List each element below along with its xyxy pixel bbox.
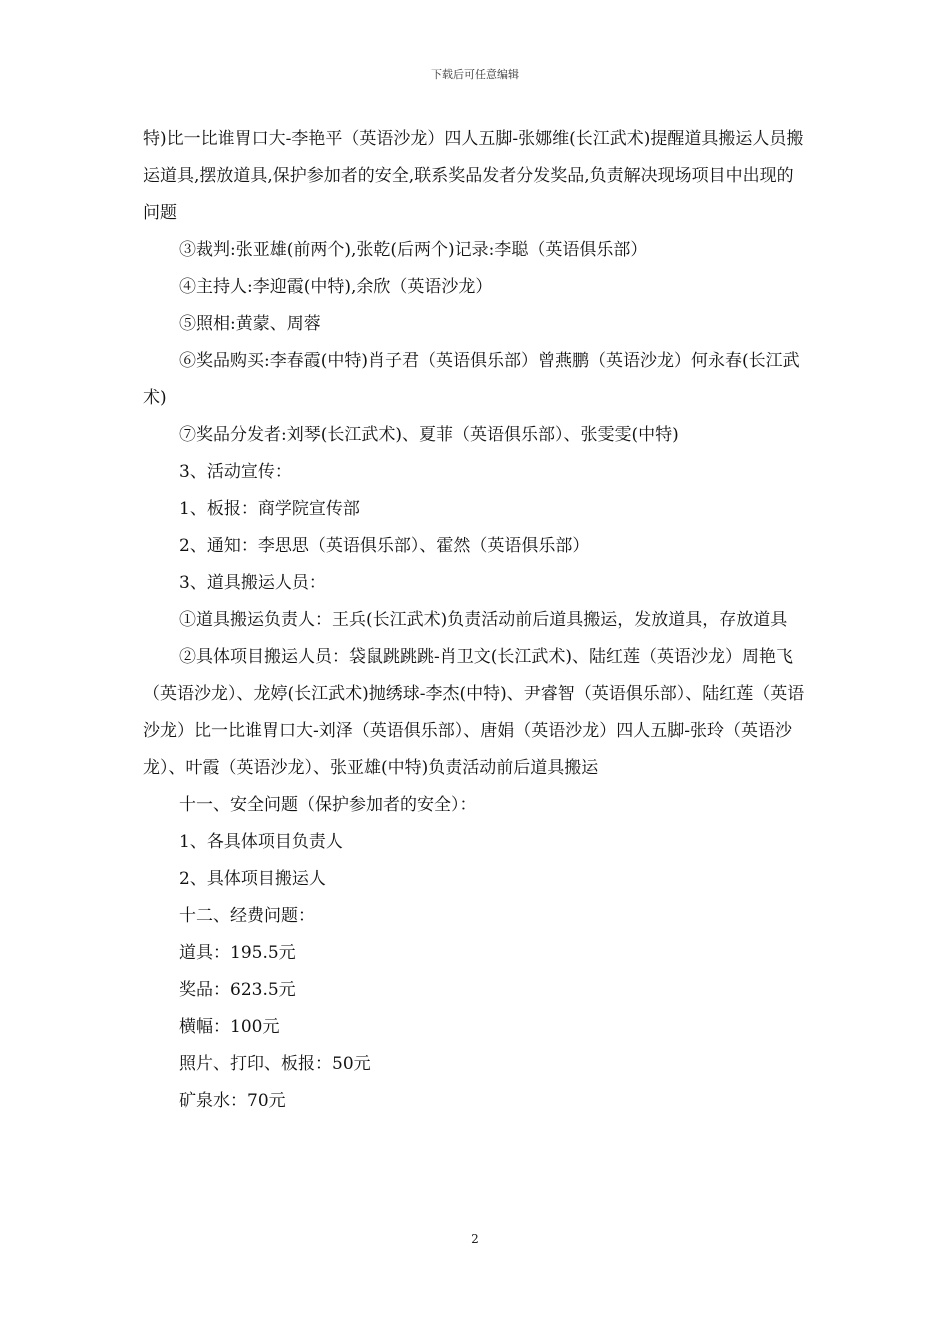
- paragraph-blackboard: 1、板报：商学院宣传部: [179, 499, 360, 519]
- section-safety-heading: 十一、安全问题（保护参加者的安全）：: [179, 795, 477, 815]
- budget-item-props: 道具：195.5元: [179, 943, 296, 963]
- paragraph-prize-distribution: ⑦奖品分发者:刘琴(长江武术)、夏菲（英语俱乐部）、张雯雯(中特): [179, 425, 679, 445]
- page-header: 下载后可任意编辑: [431, 68, 519, 81]
- paragraph-referee: ③裁判:张亚雄(前两个),张乾(后两个)记录:李聪（英语俱乐部）: [179, 240, 648, 260]
- section-props-heading: 3、道具搬运人员：: [179, 573, 326, 593]
- paragraph-photographer: ⑤照相:黄蒙、周蓉: [179, 314, 321, 334]
- paragraph-continuation: 特)比一比谁胃口大-李艳平（英语沙龙）四人五脚-张娜维(长江武术)提醒道具搬运人员搬运道具,摆放道具,保护参加者的安全,联系奖品发者分发奖品,负责解决现场项目中出现的问题: [143, 129, 804, 223]
- paragraph-safety-1: 1、各具体项目负责人: [179, 832, 343, 852]
- paragraph-safety-2: 2、具体项目搬运人: [179, 869, 326, 889]
- section-publicity-heading: 3、活动宣传：: [179, 462, 292, 482]
- document-body: [143, 121, 807, 1120]
- section-budget-heading: 十二、经费问题：: [179, 906, 315, 926]
- paragraph-props-lead: ①道具搬运负责人：王兵(长江武术)负责活动前后道具搬运，发放道具，存放道具: [179, 610, 788, 630]
- page-number: 2: [471, 1232, 479, 1246]
- paragraph-notice: 2、通知：李思思（英语俱乐部）、霍然（英语俱乐部）: [179, 536, 590, 556]
- paragraph-props-staff: ②具体项目搬运人员：袋鼠跳跳跳-肖卫文(长江武术)、陆红莲（英语沙龙）周艳飞（英语沙龙）、龙婷(长江武术)抛绣球-李杰(中特)、尹睿智（英语俱乐部）、陆红莲（英语沙龙）比一比谁胃口大-刘泽（英语俱乐部）、唐娟（英语沙龙）四人五脚-张玲（英语沙龙）、叶霞（英语沙龙）、张亚雄(中特)负责活动前后道具搬运: [143, 647, 805, 778]
- budget-item-printing: 照片、打印、板报：50元: [179, 1054, 371, 1074]
- budget-item-prizes: 奖品：623.5元: [179, 980, 296, 1000]
- paragraph-prize-purchase: ⑥奖品购买:李春霞(中特)肖子君（英语俱乐部）曾燕鹏（英语沙龙）何永春(长江武术): [143, 351, 800, 408]
- paragraph-host: ④主持人:李迎霞(中特),余欣（英语沙龙）: [179, 277, 493, 297]
- budget-item-water: 矿泉水：70元: [179, 1091, 286, 1111]
- budget-item-banner: 横幅：100元: [179, 1017, 280, 1037]
